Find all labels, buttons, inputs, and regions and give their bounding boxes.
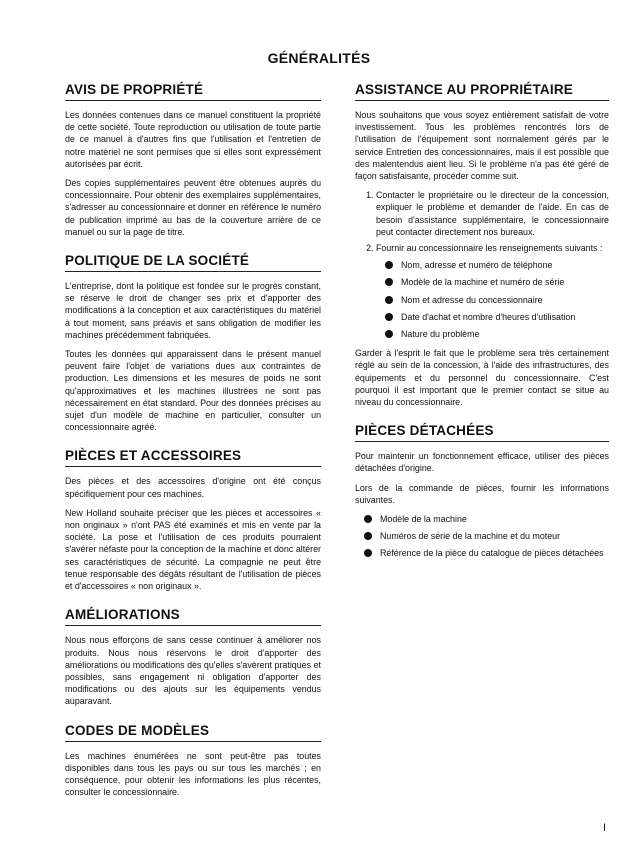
section-codes-modeles bbox=[65, 723, 321, 799]
paragraph: Les machines énumérées ne sont peut-être pas toutes disponibles dans tous les pays ou sur tous les marchés ; en conséquence, pour obtenir les informations les plus récentes, consulter le concessionnaire. bbox=[65, 750, 321, 798]
bullet-text: Modèle de la machine bbox=[380, 514, 467, 525]
bullet-icon bbox=[385, 278, 393, 286]
section-heading: AVIS DE PROPRIÉTÉ bbox=[65, 82, 321, 101]
bullet-item bbox=[364, 530, 609, 542]
bullet-text: Numéros de série de la machine et du moteur bbox=[380, 531, 561, 542]
bullet-icon bbox=[364, 515, 372, 523]
bullet-item bbox=[385, 328, 609, 340]
section-politique bbox=[65, 253, 321, 433]
bullet-icon bbox=[364, 532, 372, 540]
bullet-text: Référence de la pièce du catalogue de pièces détachées bbox=[380, 548, 604, 559]
bullet-item bbox=[364, 547, 609, 559]
bullet-icon bbox=[385, 330, 393, 338]
right-column bbox=[355, 82, 609, 575]
section-assistance bbox=[355, 82, 609, 408]
bullet-icon bbox=[385, 261, 393, 269]
paragraph: Des pièces et des accessoires d'origine ont été conçus spécifiquement pour ces machines. bbox=[65, 476, 321, 499]
bullet-item bbox=[364, 513, 609, 525]
parts-bullets bbox=[355, 513, 609, 560]
step-item bbox=[376, 242, 609, 340]
section-heading: ASSISTANCE AU PROPRIÉTAIRE bbox=[355, 82, 609, 101]
bullet-text: Nature du problème bbox=[401, 329, 480, 340]
section-heading: PIÈCES DÉTACHÉES bbox=[355, 423, 609, 442]
section-pieces-detachees bbox=[355, 423, 609, 559]
left-column bbox=[65, 82, 321, 813]
bullet-icon bbox=[364, 549, 372, 557]
paragraph: New Holland souhaite préciser que les pièces et accessoires « non originaux » n'ont PAS été examinés et mis en vente par la société. La pose et l'utilisation de ces produits pourraient s'avérer néfaste pour la conception de la machine et donc altérer ses caractéristiques de sécurité. La compagnie ne peut être tenue responsable des dégâts résultant de l'utilisation de pièces et d'accessoires « non originaux ». bbox=[65, 507, 321, 592]
section-heading: CODES DE MODÈLES bbox=[65, 723, 321, 742]
page-title: GÉNÉRALITÉS bbox=[267, 50, 371, 66]
info-bullets bbox=[376, 259, 609, 340]
section-heading: AMÉLIORATIONS bbox=[65, 607, 321, 626]
step-item: 1. Contacter le propriétaire ou le directeur de la concession, expliquer le problème et demander de l'aide. En cas de besoin d'assistance supplémentaire, le concessionnaire peut contacter directement nos bureaux. bbox=[376, 189, 609, 238]
paragraph: Des copies supplémentaires peuvent être obtenues auprès du concessionnaire. Pour obtenir des exemplaires supplémentaires, s'adresser au concessionnaire et donner en référence le numéro de publication imprimé au bas de la couverture arrière de ce manuel ou sur la page de titre. bbox=[65, 178, 321, 237]
bullet-text: Nom et adresse du concessionnaire bbox=[401, 294, 543, 305]
bullet-text: Modèle de la machine et numéro de série bbox=[401, 277, 565, 288]
paragraph: Nous nous efforçons de sans cesse continuer à améliorer nos produits. Nous nous réservons le droit d'apporter des améliorations ou modifications dès qu'elles s'avèrent pratiques et possibles, sans engagement ni obligation d'apporter des modifications ou des ajouts sur les équipements vendus auparavant. bbox=[65, 635, 321, 707]
section-heading: PIÈCES ET ACCESSOIRES bbox=[65, 448, 321, 467]
bullet-item bbox=[385, 311, 609, 323]
bullet-icon bbox=[385, 296, 393, 304]
section-pieces-accessoires bbox=[65, 448, 321, 592]
page-number: I bbox=[602, 822, 606, 834]
section-ameliorations bbox=[65, 607, 321, 707]
bullet-text: Date d'achat et nombre d'heures d'utilisation bbox=[401, 311, 576, 322]
paragraph: Garder à l'esprit le fait que le problème sera très certainement réglé au sein de la concession, à l'aide des infrastructures, des équipements et du personnel du concessionnaire. C'est pourquoi il est important que le premier contact se situe au niveau du concessionnaire. bbox=[355, 348, 609, 408]
paragraph: Toutes les données qui apparaissent dans le présent manuel peuvent faire l'objet de variations dues aux contraintes de production. Les dimensions et les mesures de poids ne sont qu'approximatives et les machines illustrées ne sont pas nécessairement en état standard. Pour des données précises au sujet d'un modèle de machine en particulier, consulter un concessionnaire agréé. bbox=[65, 349, 321, 433]
paragraph: Pour maintenir un fonctionnement efficace, utiliser des pièces détachées d'origine. bbox=[355, 451, 609, 474]
step-text: Fournir au concessionnaire les renseignements suivants : bbox=[376, 243, 603, 254]
paragraph: Nous souhaitons que vous soyez entièrement satisfait de votre investissement. Tous les problèmes rencontrés lors de l'utilisation de l'équipement sont normalement gérés par le service Entretien des concessionnaires, mais il est possible que des malentendus aient lieu. Si le problème n'a pas été géré de façon satisfaisante, procéder comme suit. bbox=[355, 110, 609, 182]
bullet-item bbox=[385, 294, 609, 306]
bullet-icon bbox=[385, 313, 393, 321]
paragraph: Les données contenues dans ce manuel constituent la propriété de cette société. Toute reproduction ou utilisation de toute partie de ce manuel à d'autres fins que l'utilisation et l'entretien de notre matériel ne sont permises que si elles sont expressément autorisées par écrit. bbox=[65, 110, 321, 169]
section-heading: POLITIQUE DE LA SOCIÉTÉ bbox=[65, 253, 321, 272]
section-avis-de-propriete bbox=[65, 82, 321, 238]
bullet-item bbox=[385, 259, 609, 271]
paragraph: Lors de la commande de pièces, fournir les informations suivantes. bbox=[355, 482, 609, 505]
bullet-text: Nom, adresse et numéro de téléphone bbox=[401, 260, 553, 271]
paragraph: L'entreprise, dont la politique est fondée sur le progrès constant, se réserve le droit de changer ses prix et d'apporter des modifications à la conception et aux caractéristiques du matériel à tout moment, sans préavis et sans obligation de modifier les machines précédemment fabriquées. bbox=[65, 281, 321, 340]
bullet-item bbox=[385, 276, 609, 288]
steps-list bbox=[355, 189, 609, 340]
